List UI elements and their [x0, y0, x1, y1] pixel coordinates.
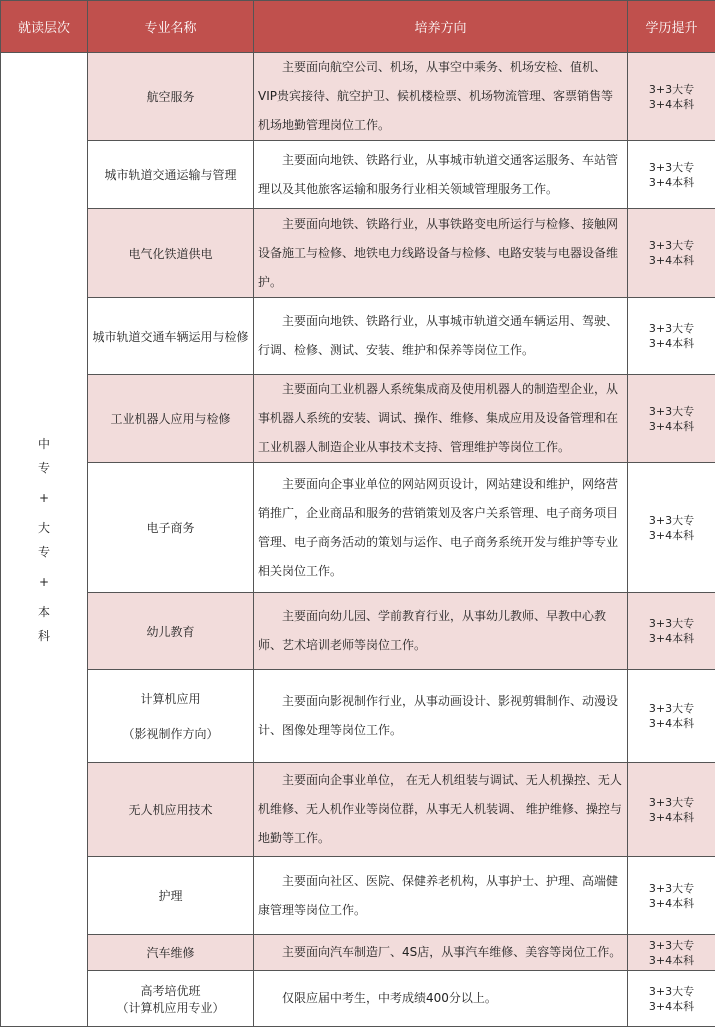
major-name: 航空服务: [88, 88, 253, 105]
major-name-cell: [88, 593, 254, 670]
major-name-cell: [88, 670, 254, 763]
major-name-cell: [88, 375, 254, 463]
direction-text: 主要面向航空公司、机场，从事空中乘务、机场安检、值机、VIP贵宾接待、航空护卫、候机楼检票、机场物流管理、客票销售等机场地勤管理岗位工作。: [258, 60, 613, 132]
direction-text: 主要面向工业机器人系统集成商及使用机器人的制造型企业，从事机器人系统的安装、调试、操作、维修、集成应用及设备管理和在工业机器人制造企业从事技术支持、管理维护等岗位工作。: [258, 382, 618, 454]
direction-text: 主要面向地铁、铁路行业，从事铁路变电所运行与检修、接触网设备施工与检修、地铁电力线路设备与检修、电路安装与电器设备维护。: [258, 217, 618, 289]
degree-bachelor: 3+4本科: [628, 999, 715, 1014]
major-name: 计算机应用: [88, 690, 253, 707]
table-row: [1, 593, 715, 670]
major-name-cell: [88, 935, 254, 971]
direction-cell: [254, 670, 628, 763]
major-name-cell: [88, 298, 254, 375]
degree-college: 3+3大专: [628, 881, 715, 896]
degree-college: 3+3大专: [628, 238, 715, 253]
degree-bachelor: 3+4本科: [628, 810, 715, 825]
degree-cell: [628, 298, 715, 375]
major-name: 城市轨道交通车辆运用与检修: [88, 328, 253, 345]
degree-cell: [628, 971, 715, 1027]
major-name-cell: [88, 763, 254, 857]
degree-cell: [628, 53, 715, 141]
degree-college: 3+3大专: [628, 795, 715, 810]
degree-college: 3+3大专: [628, 404, 715, 419]
degree-college: 3+3大专: [628, 701, 715, 716]
direction-cell: [254, 141, 628, 209]
level-char: 专: [1, 456, 87, 480]
direction-text: 主要面向企事业单位， 在无人机组装与调试、无人机操控、无人机维修、无人机作业等岗位群，从事无人机装调、 维护维修、操控与地勤等工作。: [258, 773, 622, 845]
degree-cell: [628, 463, 715, 593]
direction-text: 主要面向社区、医院、保健养老机构，从事护士、护理、高端健康管理等岗位工作。: [258, 874, 618, 917]
table-row: [1, 375, 715, 463]
level-char: 本: [1, 600, 87, 624]
degree-college: 3+3大专: [628, 984, 715, 999]
direction-cell: [254, 971, 628, 1027]
degree-bachelor: 3+4本科: [628, 336, 715, 351]
table-row: [1, 935, 715, 971]
table-row: [1, 971, 715, 1027]
header-level: 就读层次: [1, 1, 88, 53]
degree-college: 3+3大专: [628, 82, 715, 97]
direction-text: 主要面向影视制作行业，从事动画设计、影视剪辑制作、动漫设计、图像处理等岗位工作。: [258, 694, 618, 737]
direction-cell: [254, 857, 628, 935]
major-name-cell: [88, 971, 254, 1027]
degree-college: 3+3大专: [628, 321, 715, 336]
table-row: [1, 463, 715, 593]
header-direction: 培养方向: [254, 1, 628, 53]
direction-text: 主要面向幼儿园、学前教育行业，从事幼儿教师、早教中心教师、艺术培训老师等岗位工作。: [258, 609, 606, 652]
major-name: 汽车维修: [88, 944, 253, 961]
major-name-cell: [88, 857, 254, 935]
direction-cell: [254, 463, 628, 593]
degree-bachelor: 3+4本科: [628, 175, 715, 190]
major-name-cell: [88, 53, 254, 141]
direction-cell: [254, 593, 628, 670]
degree-bachelor: 3+4本科: [628, 419, 715, 434]
table-row: [1, 670, 715, 763]
table-row: [1, 857, 715, 935]
direction-text: 主要面向汽车制造厂、4S店，从事汽车维修、美容等岗位工作。: [282, 945, 621, 959]
degree-college: 3+3大专: [628, 513, 715, 528]
table-row: [1, 209, 715, 298]
degree-cell: [628, 935, 715, 971]
degree-college: 3+3大专: [628, 616, 715, 631]
level-char: 专: [1, 540, 87, 564]
direction-cell: [254, 298, 628, 375]
direction-cell: [254, 935, 628, 971]
table-row: [1, 53, 715, 141]
major-name: 无人机应用技术: [88, 801, 253, 818]
level-char: 大: [1, 516, 87, 540]
degree-bachelor: 3+4本科: [628, 528, 715, 543]
major-name: 护理: [88, 887, 253, 904]
table-row: [1, 298, 715, 375]
direction-text: 主要面向地铁、铁路行业，从事城市轨道交通客运服务、车站管理以及其他旅客运输和服务行业相关领域管理服务工作。: [258, 153, 618, 196]
degree-cell: [628, 375, 715, 463]
direction-cell: [254, 375, 628, 463]
direction-cell: [254, 209, 628, 298]
degree-college: 3+3大专: [628, 160, 715, 175]
header-degree: 学历提升: [628, 1, 715, 53]
direction-text: 仅限应届中考生，中考成绩400分以上。: [282, 991, 497, 1005]
degree-cell: [628, 209, 715, 298]
degree-bachelor: 3+4本科: [628, 953, 715, 968]
level-cell: [1, 53, 88, 1027]
degree-cell: [628, 857, 715, 935]
level-char: +: [1, 486, 87, 510]
degree-bachelor: 3+4本科: [628, 97, 715, 112]
direction-cell: [254, 53, 628, 141]
table-row: [1, 141, 715, 209]
degree-college: 3+3大专: [628, 938, 715, 953]
major-name-cell: [88, 141, 254, 209]
table-row: [1, 763, 715, 857]
direction-cell: [254, 763, 628, 857]
major-name: 幼儿教育: [88, 623, 253, 640]
degree-cell: [628, 141, 715, 209]
major-subtitle: （影视制作方向）: [88, 725, 253, 742]
degree-cell: [628, 763, 715, 857]
degree-bachelor: 3+4本科: [628, 631, 715, 646]
major-name: 高考培优班: [88, 982, 253, 999]
major-name-cell: [88, 463, 254, 593]
degree-cell: [628, 670, 715, 763]
major-name: 电气化铁道供电: [88, 245, 253, 262]
level-char: 科: [1, 624, 87, 648]
level-char: 中: [1, 432, 87, 456]
degree-bachelor: 3+4本科: [628, 896, 715, 911]
degree-cell: [628, 593, 715, 670]
major-subtitle: （计算机应用专业）: [88, 999, 253, 1016]
degree-bachelor: 3+4本科: [628, 253, 715, 268]
level-char: +: [1, 570, 87, 594]
direction-text: 主要面向地铁、铁路行业，从事城市轨道交通车辆运用、驾驶、行调、检修、测试、安装、维护和保养等岗位工作。: [258, 314, 618, 357]
major-name: 工业机器人应用与检修: [88, 410, 253, 427]
major-name: 城市轨道交通运输与管理: [88, 166, 253, 183]
major-name: 电子商务: [88, 519, 253, 536]
major-name-cell: [88, 209, 254, 298]
direction-text: 主要面向企事业单位的网站网页设计，网站建设和维护，网络营销推广，企业商品和服务的营销策划及客户关系管理、电子商务项目管理、电子商务活动的策划与运作、电子商务系统开发与维护等专业相关岗位工作。: [258, 477, 618, 578]
degree-bachelor: 3+4本科: [628, 716, 715, 731]
header-major: 专业名称: [88, 1, 254, 53]
